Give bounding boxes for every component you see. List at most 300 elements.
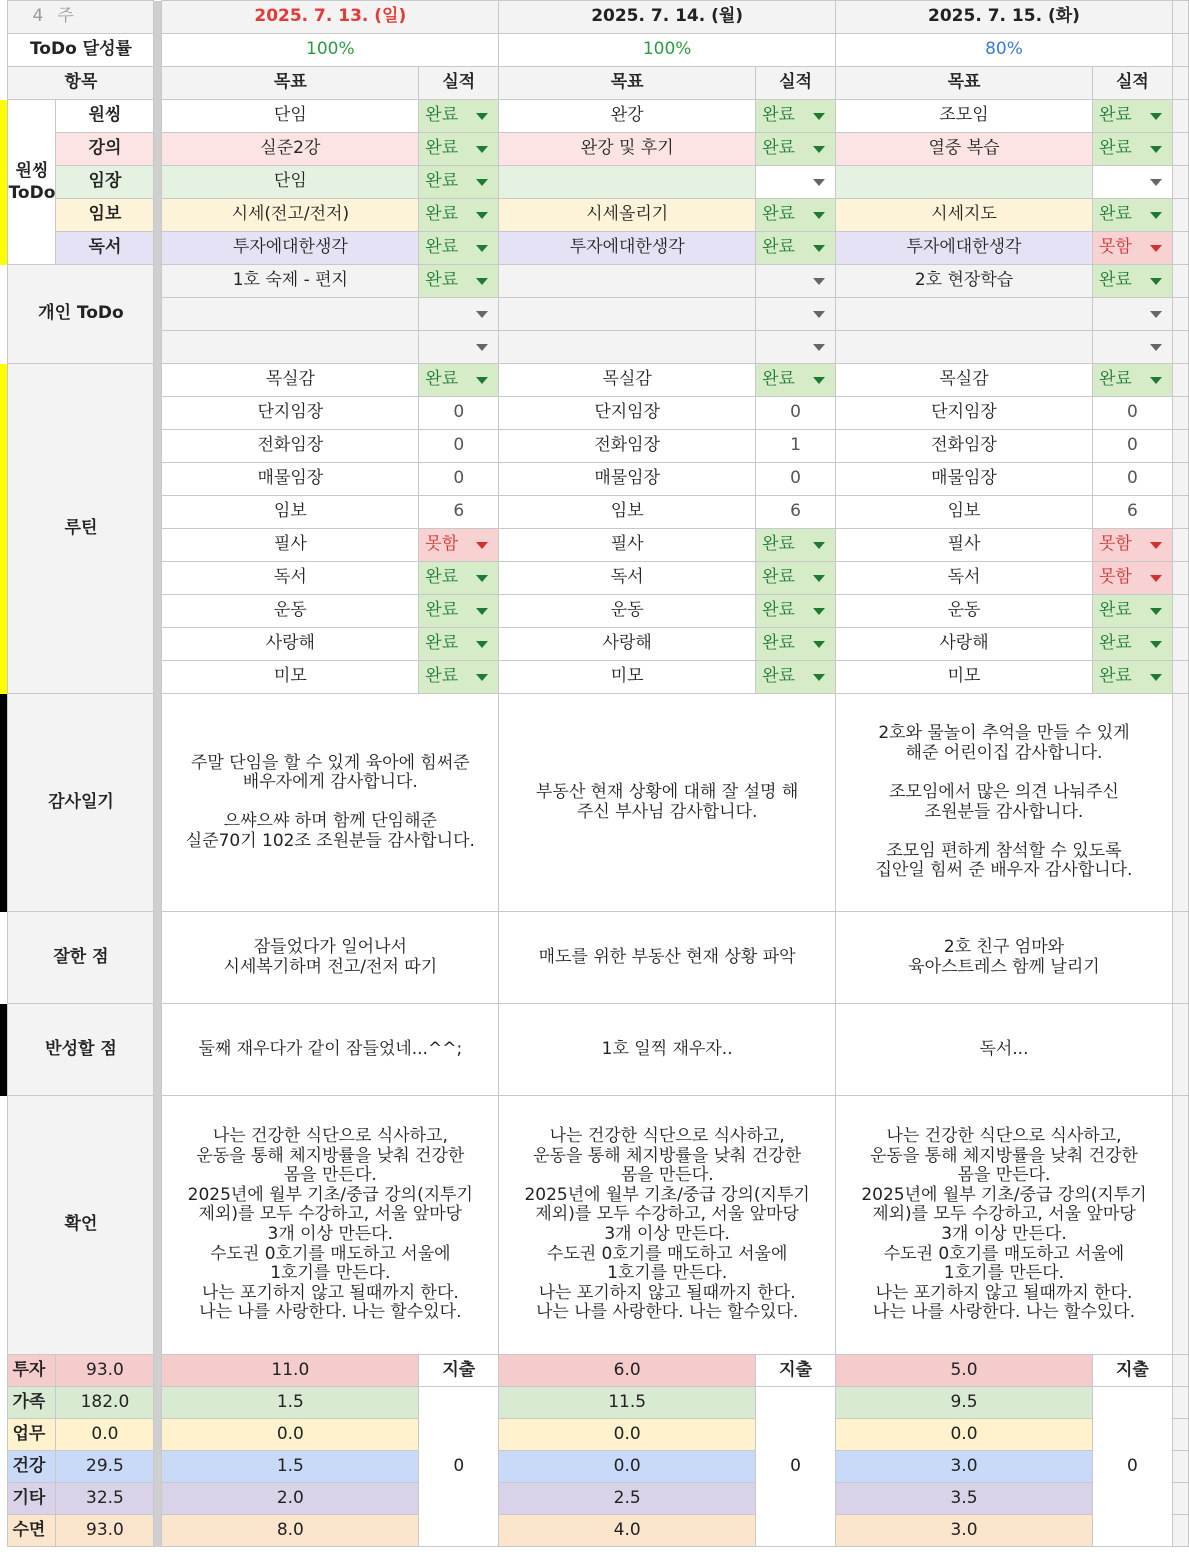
routine-name[interactable]: 단지임장 (499, 397, 756, 430)
affirmation-text[interactable]: 나는 건강한 식단으로 식사하고, 운동을 통해 체지방률을 낮춰 건강한 몸을 만든다. 2025년에 월부 기초/중급 강의(지투기 제외)를 모두 수강하고, 서울 앞마당 3개 이상 만든다. 수도권 0호기를 매도하고 서울에 1호기를 만든다. 나는 포기하지 않고 될때까지 한다. 나는 나를 사랑한다. 나는 할수있다. (162, 1096, 499, 1355)
week-unit: 주 (57, 6, 74, 27)
status-value: 못함 (1098, 534, 1132, 555)
row-gutter (0, 34, 8, 67)
section-label-good-point[interactable]: 잘한 점 (8, 912, 154, 1004)
routine-name[interactable]: 매물임장 (162, 463, 419, 496)
goal-cell[interactable]: 투자에대한생각 (499, 232, 756, 265)
routine-name[interactable]: 임보 (162, 496, 419, 529)
next-column-cell (1172, 1451, 1188, 1483)
routine-name[interactable]: 미모 (499, 661, 756, 694)
achievement-rate[interactable]: 80% (836, 34, 1173, 67)
dropdown-arrow-icon[interactable] (1150, 344, 1162, 351)
freeze-divider (154, 661, 162, 694)
spend-value[interactable]: 0 (1092, 1387, 1172, 1547)
status-value: 완료 (425, 369, 459, 390)
routine-name[interactable]: 운동 (162, 595, 419, 628)
status-dropdown[interactable] (419, 364, 499, 397)
routine-name[interactable]: 운동 (499, 595, 756, 628)
routine-name[interactable]: 독서 (499, 562, 756, 595)
routine-name[interactable]: 목실감 (499, 364, 756, 397)
next-column-cell (1172, 298, 1188, 331)
goal-cell[interactable]: 열중 복습 (836, 133, 1093, 166)
good-point-text[interactable]: 2호 친구 엄마와 육아스트레스 함께 날리기 (836, 912, 1173, 1004)
status-value: 완료 (762, 633, 795, 654)
time-hours[interactable]: 0.0 (162, 1419, 419, 1451)
affirmation-text[interactable]: 나는 건강한 식단으로 식사하고, 운동을 통해 체지방률을 낮춰 건강한 몸을 만든다. 2025년에 월부 기초/중급 강의(지투기 제외)를 모두 수강하고, 서울 앞마당 3개 이상 만든다. 수도권 0호기를 매도하고 서울에 1호기를 만든다. 나는 포기하지 않고 될때까지 한다. 나는 나를 사랑한다. 나는 할수있다. (499, 1096, 836, 1355)
freeze-divider (154, 397, 162, 430)
next-column-cell (1172, 1096, 1188, 1355)
routine-name[interactable]: 목실감 (162, 364, 419, 397)
dropdown-arrow-icon[interactable] (1150, 377, 1162, 384)
routine-name[interactable]: 독서 (836, 562, 1093, 595)
goal-cell[interactable] (836, 331, 1093, 364)
freeze-divider (154, 694, 162, 912)
time-category-label[interactable]: 투자 (8, 1355, 56, 1387)
status-dropdown[interactable] (419, 595, 499, 628)
routine-name[interactable]: 사랑해 (499, 628, 756, 661)
goal-cell[interactable]: 조모임 (836, 100, 1093, 133)
routine-name[interactable]: 미모 (162, 661, 419, 694)
next-column-cell (1172, 661, 1188, 694)
next-column-cell (1172, 100, 1188, 133)
next-column-cell (1172, 232, 1188, 265)
category-label[interactable]: 독서 (56, 232, 154, 265)
reflection-text[interactable]: 둘째 재우다가 같이 잠들었네...^^; (162, 1004, 499, 1096)
dropdown-arrow-icon[interactable] (476, 245, 488, 252)
dropdown-arrow-icon[interactable] (1150, 311, 1162, 318)
row-gutter (0, 166, 8, 199)
status-dropdown[interactable] (1092, 232, 1172, 265)
goal-cell[interactable]: 투자에대한생각 (836, 232, 1093, 265)
dropdown-arrow-icon[interactable] (813, 146, 825, 153)
next-column-cell (1172, 562, 1188, 595)
row-gutter (0, 67, 8, 100)
freeze-divider (154, 34, 162, 67)
routine-name[interactable]: 사랑해 (836, 628, 1093, 661)
time-total[interactable]: 0.0 (56, 1419, 154, 1451)
status-value: 완료 (425, 237, 459, 258)
goal-cell[interactable]: 투자에대한생각 (162, 232, 419, 265)
gratitude-text[interactable]: 주말 단임을 할 수 있게 육아에 힘써준 배우자에게 감사합니다. 으쌰으쌰 하며 함께 단임해준 실준70기 102조 조원분들 감사합니다. (162, 694, 499, 912)
dropdown-arrow-icon[interactable] (813, 245, 825, 252)
freeze-divider (154, 232, 162, 265)
status-dropdown[interactable] (419, 199, 499, 232)
status-dropdown[interactable] (756, 364, 836, 397)
next-column-cell (1172, 364, 1188, 397)
next-column-cell (1172, 912, 1188, 1004)
status-dropdown[interactable] (419, 265, 499, 298)
routine-count[interactable]: 0 (419, 430, 499, 463)
week-number: 4 (32, 6, 44, 27)
routine-count[interactable]: 0 (756, 397, 836, 430)
status-dropdown[interactable] (1092, 628, 1172, 661)
dropdown-arrow-icon[interactable] (813, 311, 825, 318)
dropdown-arrow-icon[interactable] (813, 674, 825, 681)
time-hours[interactable]: 1.5 (162, 1387, 419, 1419)
status-value: 완료 (762, 369, 795, 390)
status-dropdown[interactable] (756, 100, 836, 133)
status-value: 완료 (762, 237, 795, 258)
routine-name[interactable]: 독서 (162, 562, 419, 595)
section-label-affirmation[interactable]: 확언 (8, 1096, 154, 1355)
status-dropdown[interactable] (756, 199, 836, 232)
result-header[interactable]: 실적 (1092, 67, 1172, 100)
dropdown-arrow-icon[interactable] (476, 179, 488, 186)
routine-name[interactable]: 임보 (499, 496, 756, 529)
status-value: 완료 (425, 105, 459, 126)
routine-name[interactable]: 단지임장 (836, 397, 1093, 430)
routine-count[interactable]: 6 (1092, 496, 1172, 529)
time-total[interactable]: 32.5 (56, 1483, 154, 1515)
freeze-divider (154, 1483, 162, 1515)
time-hours[interactable]: 3.0 (836, 1451, 1093, 1483)
routine-count[interactable]: 0 (1092, 397, 1172, 430)
routine-count[interactable]: 1 (756, 430, 836, 463)
goal-cell[interactable]: 시세올리기 (499, 199, 756, 232)
routine-count[interactable]: 0 (1092, 430, 1172, 463)
row-gutter (0, 1451, 8, 1483)
dropdown-arrow-icon[interactable] (476, 674, 488, 681)
status-dropdown[interactable] (756, 661, 836, 694)
time-hours[interactable]: 1.5 (162, 1451, 419, 1483)
goal-cell[interactable]: 완강 (499, 100, 756, 133)
status-value: 완료 (1098, 105, 1132, 126)
dropdown-arrow-icon[interactable] (813, 542, 825, 549)
goal-header[interactable]: 목표 (836, 67, 1093, 100)
result-header[interactable]: 실적 (419, 67, 499, 100)
dropdown-arrow-icon[interactable] (1150, 245, 1162, 252)
status-dropdown[interactable] (1092, 331, 1172, 364)
gratitude-text[interactable]: 2호와 물놀이 추억을 만들 수 있게 해준 어린이집 감사합니다. 조모임에서 많은 의견 나눠주신 조원분들 감사합니다. 조모임 편하게 참석할 수 있도록 집안일 힘써 준 배우자 감사합니다. (836, 694, 1173, 912)
status-dropdown[interactable] (419, 529, 499, 562)
category-label[interactable]: 임장 (56, 166, 154, 199)
week-indicator (8, 1, 154, 34)
routine-label: 루틴 (8, 364, 154, 694)
row-gutter (0, 265, 8, 298)
next-column-cell (1172, 1419, 1188, 1451)
goal-cell[interactable] (836, 166, 1093, 199)
status-dropdown[interactable] (419, 661, 499, 694)
status-dropdown[interactable] (1092, 529, 1172, 562)
status-dropdown[interactable] (1092, 595, 1172, 628)
row-gutter (0, 595, 8, 628)
next-column-cell (1172, 430, 1188, 463)
next-column-cell (1172, 1483, 1188, 1515)
dropdown-arrow-icon[interactable] (813, 179, 825, 186)
status-dropdown[interactable] (756, 562, 836, 595)
status-dropdown[interactable] (756, 133, 836, 166)
next-column-cell (1172, 397, 1188, 430)
row-gutter (0, 1004, 8, 1096)
dropdown-arrow-icon[interactable] (813, 641, 825, 648)
status-dropdown[interactable] (1092, 199, 1172, 232)
dropdown-arrow-icon[interactable] (813, 212, 825, 219)
time-hours[interactable]: 6.0 (499, 1355, 756, 1387)
freeze-divider (154, 298, 162, 331)
spend-header[interactable]: 지출 (756, 1355, 836, 1387)
time-category-label[interactable]: 기타 (8, 1483, 56, 1515)
dropdown-arrow-icon[interactable] (813, 278, 825, 285)
category-label[interactable]: 임보 (56, 199, 154, 232)
status-value: 완료 (1098, 369, 1132, 390)
time-category-label[interactable]: 업무 (8, 1419, 56, 1451)
status-dropdown[interactable] (756, 529, 836, 562)
dropdown-arrow-icon[interactable] (476, 608, 488, 615)
routine-name[interactable]: 사랑해 (162, 628, 419, 661)
status-dropdown[interactable] (756, 232, 836, 265)
goal-cell[interactable]: 단임 (162, 166, 419, 199)
affirmation-text[interactable]: 나는 건강한 식단으로 식사하고, 운동을 통해 체지방률을 낮춰 건강한 몸을 만든다. 2025년에 월부 기초/중급 강의(지투기 제외)를 모두 수강하고, 서울 앞마당 3개 이상 만든다. 수도권 0호기를 매도하고 서울에 1호기를 만든다. 나는 포기하지 않고 될때까지 한다. 나는 나를 사랑한다. 나는 할수있다. (836, 1096, 1173, 1355)
dropdown-arrow-icon[interactable] (1150, 542, 1162, 549)
goal-cell[interactable] (162, 298, 419, 331)
next-column-cell (1172, 694, 1188, 912)
achievement-rate[interactable]: 100% (499, 34, 836, 67)
routine-name[interactable]: 필사 (499, 529, 756, 562)
routine-count[interactable]: 0 (1092, 463, 1172, 496)
dropdown-arrow-icon[interactable] (476, 278, 488, 285)
next-column-cell (1172, 628, 1188, 661)
dropdown-arrow-icon[interactable] (1150, 212, 1162, 219)
row-gutter (0, 1096, 8, 1355)
freeze-divider (154, 1419, 162, 1451)
status-value: 완료 (762, 534, 795, 555)
category-label[interactable]: 강의 (56, 133, 154, 166)
time-hours[interactable]: 9.5 (836, 1387, 1093, 1419)
goal-cell[interactable] (162, 331, 419, 364)
status-value: 완료 (762, 204, 795, 225)
next-column-cell (1172, 331, 1188, 364)
freeze-divider (154, 912, 162, 1004)
time-hours[interactable]: 5.0 (836, 1355, 1093, 1387)
status-dropdown[interactable] (419, 100, 499, 133)
dropdown-arrow-icon[interactable] (476, 113, 488, 120)
time-hours[interactable]: 4.0 (499, 1515, 756, 1547)
status-dropdown[interactable] (756, 166, 836, 199)
dropdown-arrow-icon[interactable] (1150, 278, 1162, 285)
status-dropdown[interactable] (419, 133, 499, 166)
status-dropdown[interactable] (756, 265, 836, 298)
achievement-label[interactable]: ToDo 달성률 (8, 34, 154, 67)
date-header[interactable]: 2025. 7. 14. (월) (499, 1, 836, 34)
routine-name[interactable]: 목실감 (836, 364, 1093, 397)
row-gutter (0, 232, 8, 265)
dropdown-arrow-icon[interactable] (476, 311, 488, 318)
status-dropdown[interactable] (419, 298, 499, 331)
goal-header[interactable]: 목표 (162, 67, 419, 100)
routine-name[interactable]: 필사 (836, 529, 1093, 562)
time-hours[interactable]: 0.0 (499, 1451, 756, 1483)
status-dropdown[interactable] (756, 331, 836, 364)
routine-name[interactable]: 전화임장 (836, 430, 1093, 463)
freeze-divider (154, 133, 162, 166)
time-total[interactable]: 93.0 (56, 1355, 154, 1387)
status-dropdown[interactable] (419, 331, 499, 364)
goal-cell[interactable]: 1호 숙제 - 편지 (162, 265, 419, 298)
routine-count[interactable]: 6 (756, 496, 836, 529)
goal-cell[interactable]: 2호 현장학습 (836, 265, 1093, 298)
spend-header[interactable]: 지출 (1092, 1355, 1172, 1387)
dropdown-arrow-icon[interactable] (1150, 608, 1162, 615)
dropdown-arrow-icon[interactable] (476, 641, 488, 648)
row-gutter (0, 496, 8, 529)
status-dropdown[interactable] (1092, 298, 1172, 331)
dropdown-arrow-icon[interactable] (813, 575, 825, 582)
dropdown-arrow-icon[interactable] (813, 377, 825, 384)
dropdown-arrow-icon[interactable] (476, 542, 488, 549)
routine-name[interactable]: 전화임장 (162, 430, 419, 463)
time-hours[interactable]: 0.0 (499, 1419, 756, 1451)
dropdown-arrow-icon[interactable] (813, 344, 825, 351)
reflection-text[interactable]: 독서... (836, 1004, 1173, 1096)
row-gutter (0, 133, 8, 166)
row-gutter (0, 529, 8, 562)
dropdown-arrow-icon[interactable] (1150, 179, 1162, 186)
routine-count[interactable]: 6 (419, 496, 499, 529)
goal-cell[interactable]: 단임 (162, 100, 419, 133)
status-dropdown[interactable] (419, 232, 499, 265)
time-category-label[interactable]: 건강 (8, 1451, 56, 1483)
wonssing-group-label: 원씽 ToDo (8, 100, 56, 265)
time-hours[interactable]: 8.0 (162, 1515, 419, 1547)
goal-cell[interactable] (499, 331, 756, 364)
goal-cell[interactable]: 실준2강 (162, 133, 419, 166)
status-dropdown[interactable] (756, 298, 836, 331)
achievement-rate[interactable]: 100% (162, 34, 499, 67)
dropdown-arrow-icon[interactable] (813, 608, 825, 615)
date-header[interactable]: 2025. 7. 13. (일) (162, 1, 499, 34)
routine-name[interactable]: 전화임장 (499, 430, 756, 463)
status-dropdown[interactable] (419, 166, 499, 199)
dropdown-arrow-icon[interactable] (476, 575, 488, 582)
row-gutter (0, 430, 8, 463)
dropdown-arrow-icon[interactable] (476, 212, 488, 219)
goal-cell[interactable] (836, 298, 1093, 331)
routine-name[interactable]: 운동 (836, 595, 1093, 628)
time-hours[interactable]: 2.0 (162, 1483, 419, 1515)
freeze-divider (154, 562, 162, 595)
dropdown-arrow-icon[interactable] (476, 344, 488, 351)
spend-header[interactable]: 지출 (419, 1355, 499, 1387)
row-gutter (0, 364, 8, 397)
status-value: 완료 (1098, 270, 1132, 291)
status-value: 완료 (762, 138, 795, 159)
row-gutter (0, 1387, 8, 1419)
status-dropdown[interactable] (419, 562, 499, 595)
status-value: 완료 (425, 204, 459, 225)
status-dropdown[interactable] (1092, 562, 1172, 595)
status-value: 완료 (425, 270, 459, 291)
time-hours[interactable]: 2.5 (499, 1483, 756, 1515)
routine-name[interactable]: 필사 (162, 529, 419, 562)
freeze-divider (154, 1355, 162, 1387)
spend-value[interactable]: 0 (419, 1387, 499, 1547)
status-dropdown[interactable] (1092, 133, 1172, 166)
status-dropdown[interactable] (1092, 100, 1172, 133)
routine-name[interactable]: 임보 (836, 496, 1093, 529)
status-dropdown[interactable] (1092, 166, 1172, 199)
row-gutter (0, 298, 8, 331)
category-label[interactable]: 원씽 (56, 100, 154, 133)
date-header[interactable]: 2025. 7. 15. (화) (836, 1, 1173, 34)
status-value: 완료 (1098, 600, 1132, 621)
row-gutter (0, 199, 8, 232)
time-hours[interactable]: 3.0 (836, 1515, 1093, 1547)
dropdown-arrow-icon[interactable] (1150, 674, 1162, 681)
status-dropdown[interactable] (419, 628, 499, 661)
status-dropdown[interactable] (756, 628, 836, 661)
freeze-divider (154, 1451, 162, 1483)
item-header[interactable]: 항목 (8, 67, 154, 100)
time-hours[interactable]: 11.5 (499, 1387, 756, 1419)
time-hours[interactable]: 0.0 (836, 1419, 1093, 1451)
routine-name[interactable]: 미모 (836, 661, 1093, 694)
next-column-cell (1172, 1, 1188, 34)
next-column-cell (1172, 1004, 1188, 1096)
dropdown-arrow-icon[interactable] (1150, 641, 1162, 648)
time-category-label[interactable]: 수면 (8, 1515, 56, 1547)
time-hours[interactable]: 3.5 (836, 1483, 1093, 1515)
routine-name[interactable]: 매물임장 (499, 463, 756, 496)
good-point-text[interactable]: 잠들었다가 일어나서 시세복기하며 전고/전저 따기 (162, 912, 499, 1004)
dropdown-arrow-icon[interactable] (813, 113, 825, 120)
freeze-divider (154, 628, 162, 661)
routine-name[interactable]: 단지임장 (162, 397, 419, 430)
time-category-label[interactable]: 가족 (8, 1387, 56, 1419)
status-dropdown[interactable] (1092, 265, 1172, 298)
routine-name[interactable]: 매물임장 (836, 463, 1093, 496)
goal-header[interactable]: 목표 (499, 67, 756, 100)
reflection-text[interactable]: 1호 일찍 재우자.. (499, 1004, 836, 1096)
dropdown-arrow-icon[interactable] (1150, 146, 1162, 153)
routine-count[interactable]: 0 (419, 397, 499, 430)
freeze-divider (154, 265, 162, 298)
time-total[interactable]: 29.5 (56, 1451, 154, 1483)
goal-cell[interactable]: 완강 및 후기 (499, 133, 756, 166)
status-value: 완료 (1098, 204, 1132, 225)
routine-count[interactable]: 0 (419, 463, 499, 496)
time-total[interactable]: 93.0 (56, 1515, 154, 1547)
dropdown-arrow-icon[interactable] (1150, 113, 1162, 120)
time-total[interactable]: 182.0 (56, 1387, 154, 1419)
dropdown-arrow-icon[interactable] (476, 377, 488, 384)
result-header[interactable]: 실적 (756, 67, 836, 100)
goal-cell[interactable]: 시세(전고/전저) (162, 199, 419, 232)
status-dropdown[interactable] (1092, 661, 1172, 694)
section-label-gratitude[interactable]: 감사일기 (8, 694, 154, 912)
goal-cell[interactable] (499, 166, 756, 199)
status-dropdown[interactable] (1092, 364, 1172, 397)
dropdown-arrow-icon[interactable] (476, 146, 488, 153)
personal-todo-label: 개인 ToDo (8, 265, 154, 364)
dropdown-arrow-icon[interactable] (1150, 575, 1162, 582)
good-point-text[interactable]: 매도를 위한 부동산 현재 상황 파악 (499, 912, 836, 1004)
status-dropdown[interactable] (756, 595, 836, 628)
row-gutter (0, 628, 8, 661)
status-value: 완료 (1098, 666, 1132, 687)
goal-cell[interactable] (499, 298, 756, 331)
status-value: 완료 (762, 666, 795, 687)
routine-count[interactable]: 0 (756, 463, 836, 496)
spend-value[interactable]: 0 (756, 1387, 836, 1547)
freeze-divider (154, 496, 162, 529)
status-value: 완료 (762, 600, 795, 621)
section-label-reflection[interactable]: 반성할 점 (8, 1004, 154, 1096)
goal-cell[interactable] (499, 265, 756, 298)
time-hours[interactable]: 11.0 (162, 1355, 419, 1387)
freeze-divider (154, 595, 162, 628)
goal-cell[interactable]: 시세지도 (836, 199, 1093, 232)
gratitude-text[interactable]: 부동산 현재 상황에 대해 잘 설명 해 주신 부사님 감사합니다. (499, 694, 836, 912)
